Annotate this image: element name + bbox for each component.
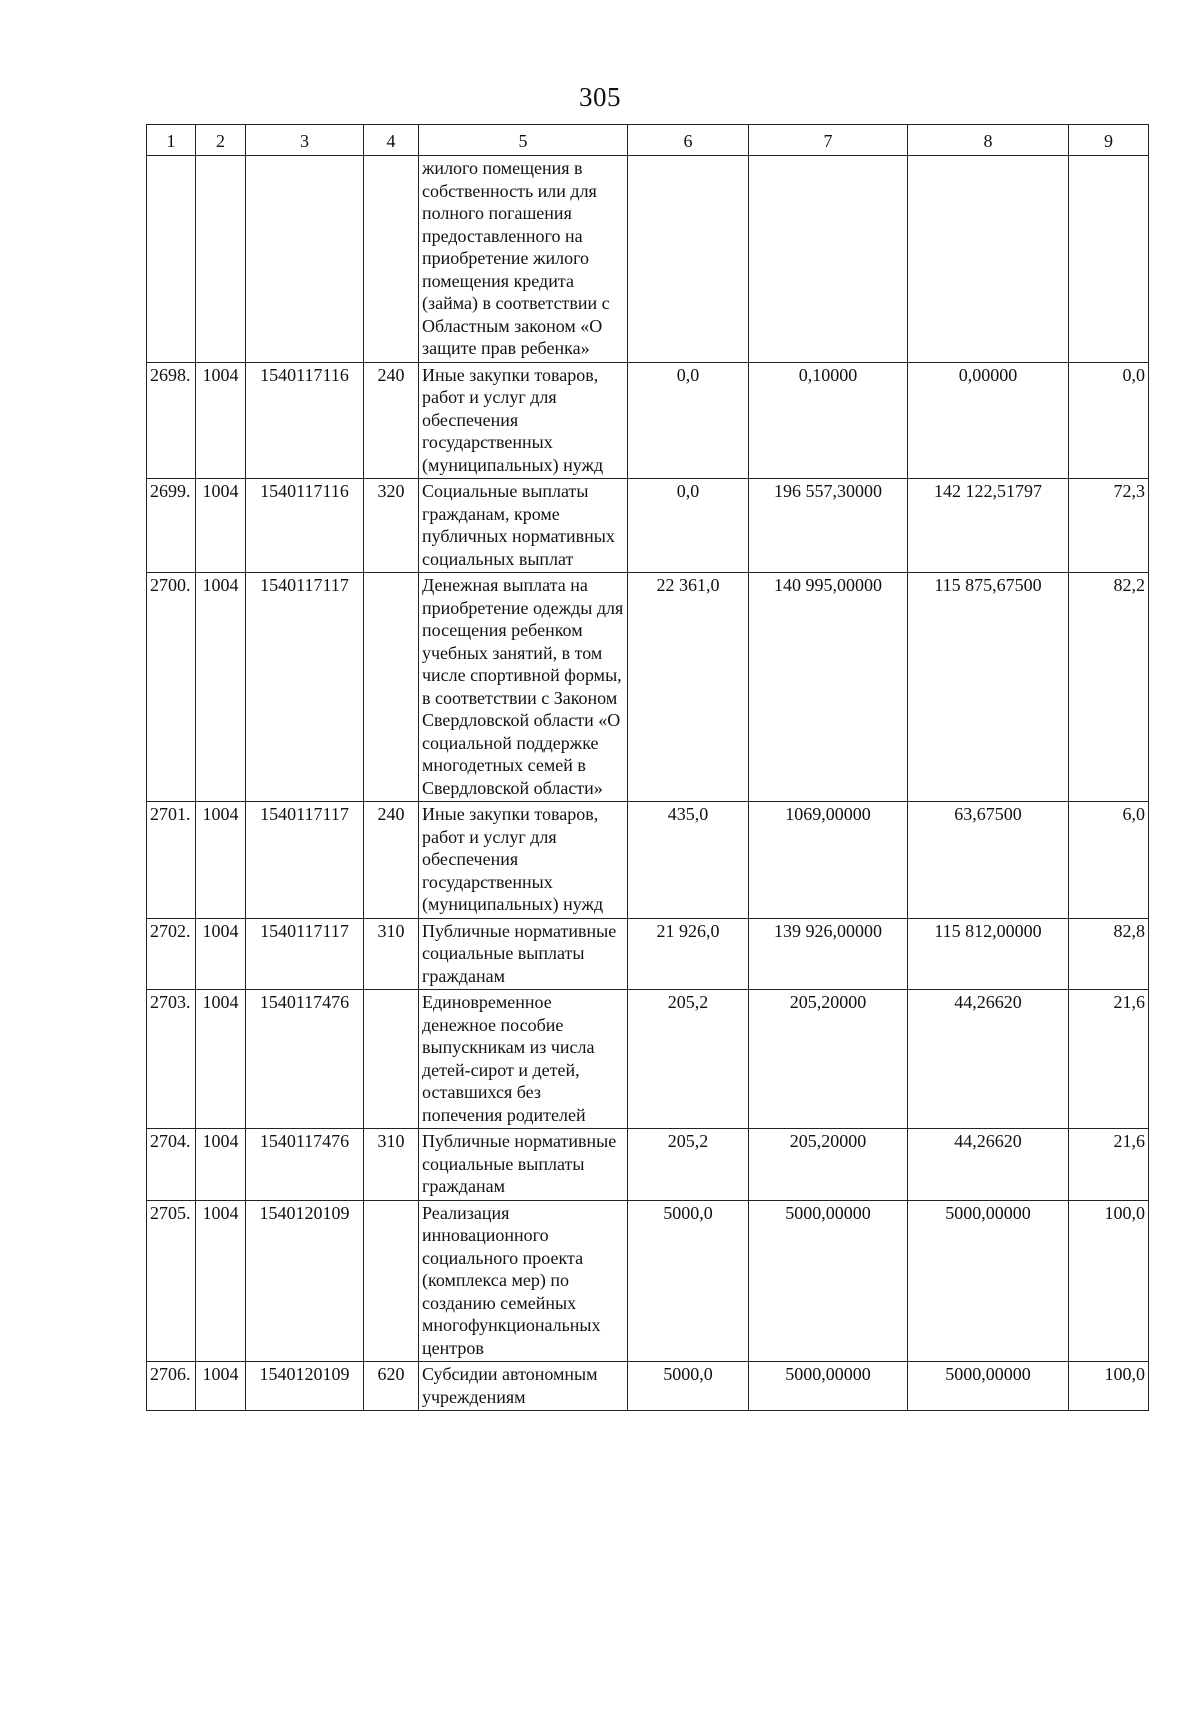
value-col6-cell: 0,0 bbox=[628, 479, 749, 573]
column-header-2: 2 bbox=[196, 125, 246, 156]
value-col6-cell: 0,0 bbox=[628, 362, 749, 479]
budget-table bbox=[146, 124, 1149, 1411]
expense-type-cell bbox=[364, 990, 419, 1129]
description-cell: Иные закупки товаров, работ и услуг для обеспечения государственных (муниципальных) нужд bbox=[419, 362, 628, 479]
value-col8-cell: 115 875,67500 bbox=[908, 573, 1069, 802]
column-header-7: 7 bbox=[749, 125, 908, 156]
percent-cell: 82,8 bbox=[1069, 918, 1149, 990]
section-code-cell bbox=[196, 156, 246, 363]
percent-cell: 72,3 bbox=[1069, 479, 1149, 573]
row-number-cell: 2703. bbox=[147, 990, 196, 1129]
expense-type-cell: 310 bbox=[364, 918, 419, 990]
description-cell: Единовременное денежное пособие выпускникам из числа детей-сирот и детей, оставшихся без попечения родителей bbox=[419, 990, 628, 1129]
section-code-cell: 1004 bbox=[196, 990, 246, 1129]
row-number-cell: 2699. bbox=[147, 479, 196, 573]
table-header-row bbox=[147, 125, 1149, 156]
section-code-cell: 1004 bbox=[196, 1362, 246, 1411]
percent-cell: 100,0 bbox=[1069, 1200, 1149, 1362]
description-cell: Реализация инновационного социального проекта (комплекса мер) по созданию семейных многофункциональных центров bbox=[419, 1200, 628, 1362]
row-number-cell: 2706. bbox=[147, 1362, 196, 1411]
value-col6-cell: 5000,0 bbox=[628, 1200, 749, 1362]
table-row bbox=[147, 918, 1149, 990]
value-col7-cell: 196 557,30000 bbox=[749, 479, 908, 573]
column-header-8: 8 bbox=[908, 125, 1069, 156]
description-cell: Социальные выплаты гражданам, кроме публичных нормативных социальных выплат bbox=[419, 479, 628, 573]
value-col7-cell: 5000,00000 bbox=[749, 1362, 908, 1411]
table-row bbox=[147, 802, 1149, 919]
section-code-cell: 1004 bbox=[196, 802, 246, 919]
value-col7-cell: 5000,00000 bbox=[749, 1200, 908, 1362]
target-code-cell: 1540117116 bbox=[246, 362, 364, 479]
target-code-cell: 1540117117 bbox=[246, 918, 364, 990]
value-col6-cell: 205,2 bbox=[628, 990, 749, 1129]
value-col8-cell: 5000,00000 bbox=[908, 1362, 1069, 1411]
row-number-cell: 2704. bbox=[147, 1129, 196, 1201]
expense-type-cell: 620 bbox=[364, 1362, 419, 1411]
expense-type-cell bbox=[364, 1200, 419, 1362]
section-code-cell: 1004 bbox=[196, 362, 246, 479]
table-row bbox=[147, 1129, 1149, 1201]
row-number-cell: 2702. bbox=[147, 918, 196, 990]
percent-cell: 100,0 bbox=[1069, 1362, 1149, 1411]
expense-type-cell: 240 bbox=[364, 362, 419, 479]
percent-cell: 6,0 bbox=[1069, 802, 1149, 919]
target-code-cell: 1540117117 bbox=[246, 802, 364, 919]
value-col8-cell: 5000,00000 bbox=[908, 1200, 1069, 1362]
description-cell: Публичные нормативные социальные выплаты гражданам bbox=[419, 1129, 628, 1201]
row-number-cell: 2700. bbox=[147, 573, 196, 802]
column-header-5: 5 bbox=[419, 125, 628, 156]
table-row bbox=[147, 362, 1149, 479]
value-col8-cell: 142 122,51797 bbox=[908, 479, 1069, 573]
expense-type-cell: 240 bbox=[364, 802, 419, 919]
value-col7-cell: 139 926,00000 bbox=[749, 918, 908, 990]
percent-cell: 21,6 bbox=[1069, 990, 1149, 1129]
section-code-cell: 1004 bbox=[196, 479, 246, 573]
value-col8-cell: 44,26620 bbox=[908, 990, 1069, 1129]
row-number-cell: 2698. bbox=[147, 362, 196, 479]
value-col7-cell: 205,20000 bbox=[749, 1129, 908, 1201]
value-col8-cell: 44,26620 bbox=[908, 1129, 1069, 1201]
value-col7-cell: 0,10000 bbox=[749, 362, 908, 479]
column-header-9: 9 bbox=[1069, 125, 1149, 156]
section-code-cell: 1004 bbox=[196, 1200, 246, 1362]
column-header-1: 1 bbox=[147, 125, 196, 156]
target-code-cell bbox=[246, 156, 364, 363]
value-col6-cell: 435,0 bbox=[628, 802, 749, 919]
target-code-cell: 1540117476 bbox=[246, 990, 364, 1129]
value-col8-cell: 115 812,00000 bbox=[908, 918, 1069, 990]
value-col8-cell: 63,67500 bbox=[908, 802, 1069, 919]
value-col7-cell: 1069,00000 bbox=[749, 802, 908, 919]
description-cell: Иные закупки товаров, работ и услуг для обеспечения государственных (муниципальных) нужд bbox=[419, 802, 628, 919]
value-col6-cell: 5000,0 bbox=[628, 1362, 749, 1411]
target-code-cell: 1540117476 bbox=[246, 1129, 364, 1201]
table-row bbox=[147, 1200, 1149, 1362]
expense-type-cell bbox=[364, 573, 419, 802]
description-cell: Денежная выплата на приобретение одежды для посещения ребенком учебных занятий, в том числе спортивной формы, в соответствии с Законом Свердловской области «О социальной поддержке многодетных семей в Свердловской области» bbox=[419, 573, 628, 802]
row-number-cell: 2705. bbox=[147, 1200, 196, 1362]
percent-cell: 82,2 bbox=[1069, 573, 1149, 802]
description-cell: Публичные нормативные социальные выплаты гражданам bbox=[419, 918, 628, 990]
table-row bbox=[147, 990, 1149, 1129]
value-col6-cell: 205,2 bbox=[628, 1129, 749, 1201]
section-code-cell: 1004 bbox=[196, 1129, 246, 1201]
value-col6-cell: 22 361,0 bbox=[628, 573, 749, 802]
value-col8-cell bbox=[908, 156, 1069, 363]
table-row bbox=[147, 573, 1149, 802]
percent-cell: 0,0 bbox=[1069, 362, 1149, 479]
row-number-cell: 2701. bbox=[147, 802, 196, 919]
page-number: 305 bbox=[579, 82, 621, 112]
percent-cell: 21,6 bbox=[1069, 1129, 1149, 1201]
table-row bbox=[147, 479, 1149, 573]
percent-cell bbox=[1069, 156, 1149, 363]
target-code-cell: 1540117116 bbox=[246, 479, 364, 573]
section-code-cell: 1004 bbox=[196, 573, 246, 802]
value-col7-cell bbox=[749, 156, 908, 363]
target-code-cell: 1540117117 bbox=[246, 573, 364, 802]
value-col6-cell: 21 926,0 bbox=[628, 918, 749, 990]
value-col6-cell bbox=[628, 156, 749, 363]
expense-type-cell: 320 bbox=[364, 479, 419, 573]
expense-type-cell bbox=[364, 156, 419, 363]
section-code-cell: 1004 bbox=[196, 918, 246, 990]
description-cell: жилого помещения в собственность или для полного погашения предоставленного на приобретение жилого помещения кредита (займа) в соответствии с Областным законом «О защите прав ребенка» bbox=[419, 156, 628, 363]
column-header-6: 6 bbox=[628, 125, 749, 156]
table-row bbox=[147, 156, 1149, 363]
value-col7-cell: 140 995,00000 bbox=[749, 573, 908, 802]
target-code-cell: 1540120109 bbox=[246, 1362, 364, 1411]
value-col8-cell: 0,00000 bbox=[908, 362, 1069, 479]
expense-type-cell: 310 bbox=[364, 1129, 419, 1201]
value-col7-cell: 205,20000 bbox=[749, 990, 908, 1129]
column-header-4: 4 bbox=[364, 125, 419, 156]
row-number-cell bbox=[147, 156, 196, 363]
description-cell: Субсидии автономным учреждениям bbox=[419, 1362, 628, 1411]
target-code-cell: 1540120109 bbox=[246, 1200, 364, 1362]
table-row bbox=[147, 1362, 1149, 1411]
column-header-3: 3 bbox=[246, 125, 364, 156]
